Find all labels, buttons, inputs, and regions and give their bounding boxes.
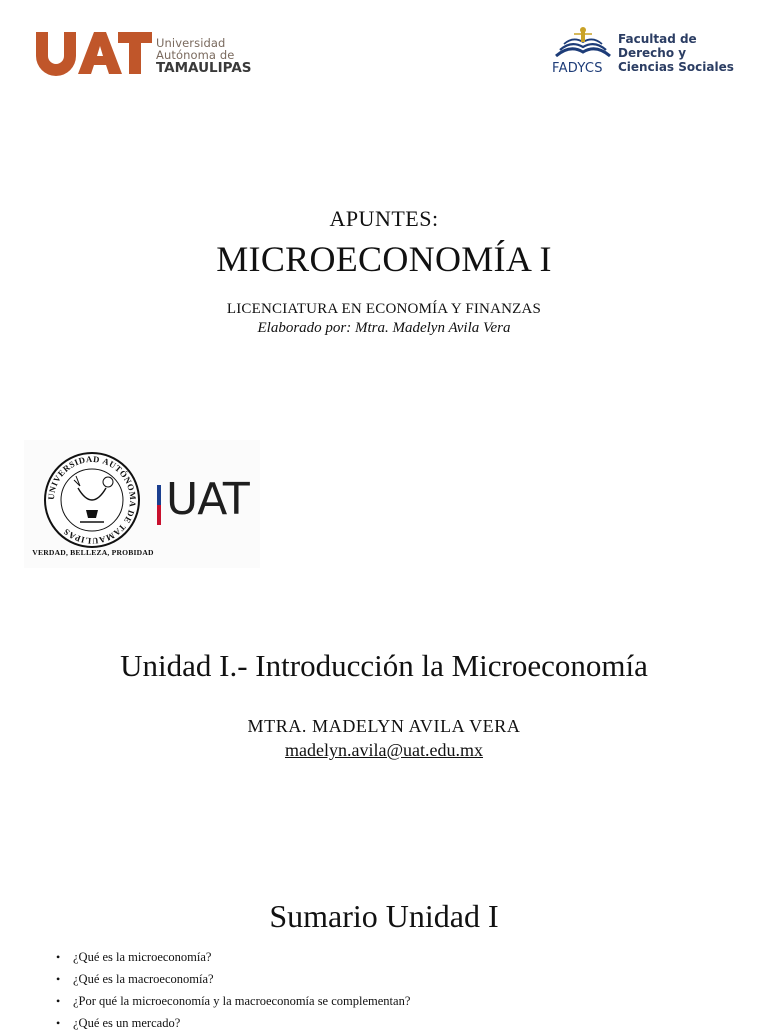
university-seal-icon [42, 450, 142, 550]
uat-logo-line2: Autónoma de [156, 47, 235, 62]
fadycs-abbreviation: FADYCS [552, 61, 603, 76]
cover-label: APUNTES: [329, 206, 439, 231]
summary-item: • ¿Por qué la microeconomía y la macroeconomía se complementan? [56, 990, 746, 1012]
uat-logo-line1: Universidad [156, 36, 226, 50]
uat-logo-line3: TAMAULIPAS [156, 60, 252, 76]
summary-list [56, 946, 746, 1034]
summary-item: • ¿Qué es la microeconomía? [56, 946, 746, 968]
university-seal-block [24, 440, 260, 568]
uat-logo-mark [34, 28, 154, 76]
seal-motto: VERDAD, BELLEZA, PROBIDAD [32, 548, 154, 557]
book-scales-icon [552, 26, 614, 60]
fadycs-name-line1: Facultad de [618, 32, 697, 46]
degree-name: LICENCIATURA EN ECONOMÍA Y FINANZAS [226, 301, 542, 317]
uat-wordmark: UAT [166, 474, 249, 525]
uat-logo-text [156, 38, 252, 76]
summary-title: Sumario Unidad I [269, 898, 499, 934]
fadycs-name [618, 32, 734, 74]
fadycs-logo [552, 26, 752, 78]
fadycs-name-line2: Derecho y [618, 46, 687, 61]
svg-text:UNIVERSIDAD AUTÓNOMA DE TAMAUL: UNIVERSIDAD AUTÓNOMA DE TAMAULIPAS [45, 453, 139, 547]
summary-item: • ¿Qué es la macroeconomía? [56, 968, 746, 990]
unit-title: Unidad I.- Introducción la Microeconomía [120, 648, 648, 683]
course-title: MICROECONOMÍA I [216, 239, 552, 279]
author-line: Elaborado por: Mtra. Madelyn Avila Vera [257, 320, 511, 336]
uat-header-logo [34, 28, 264, 78]
summary-item: • ¿Qué es un mercado? [56, 1012, 746, 1034]
uat-color-bar [157, 485, 161, 525]
teacher-name: MTRA. MADELYN AVILA VERA [247, 716, 521, 736]
fadycs-name-line3: Ciencias Sociales [618, 60, 734, 75]
teacher-email-link[interactable]: madelyn.avila@uat.edu.mx [284, 740, 484, 760]
